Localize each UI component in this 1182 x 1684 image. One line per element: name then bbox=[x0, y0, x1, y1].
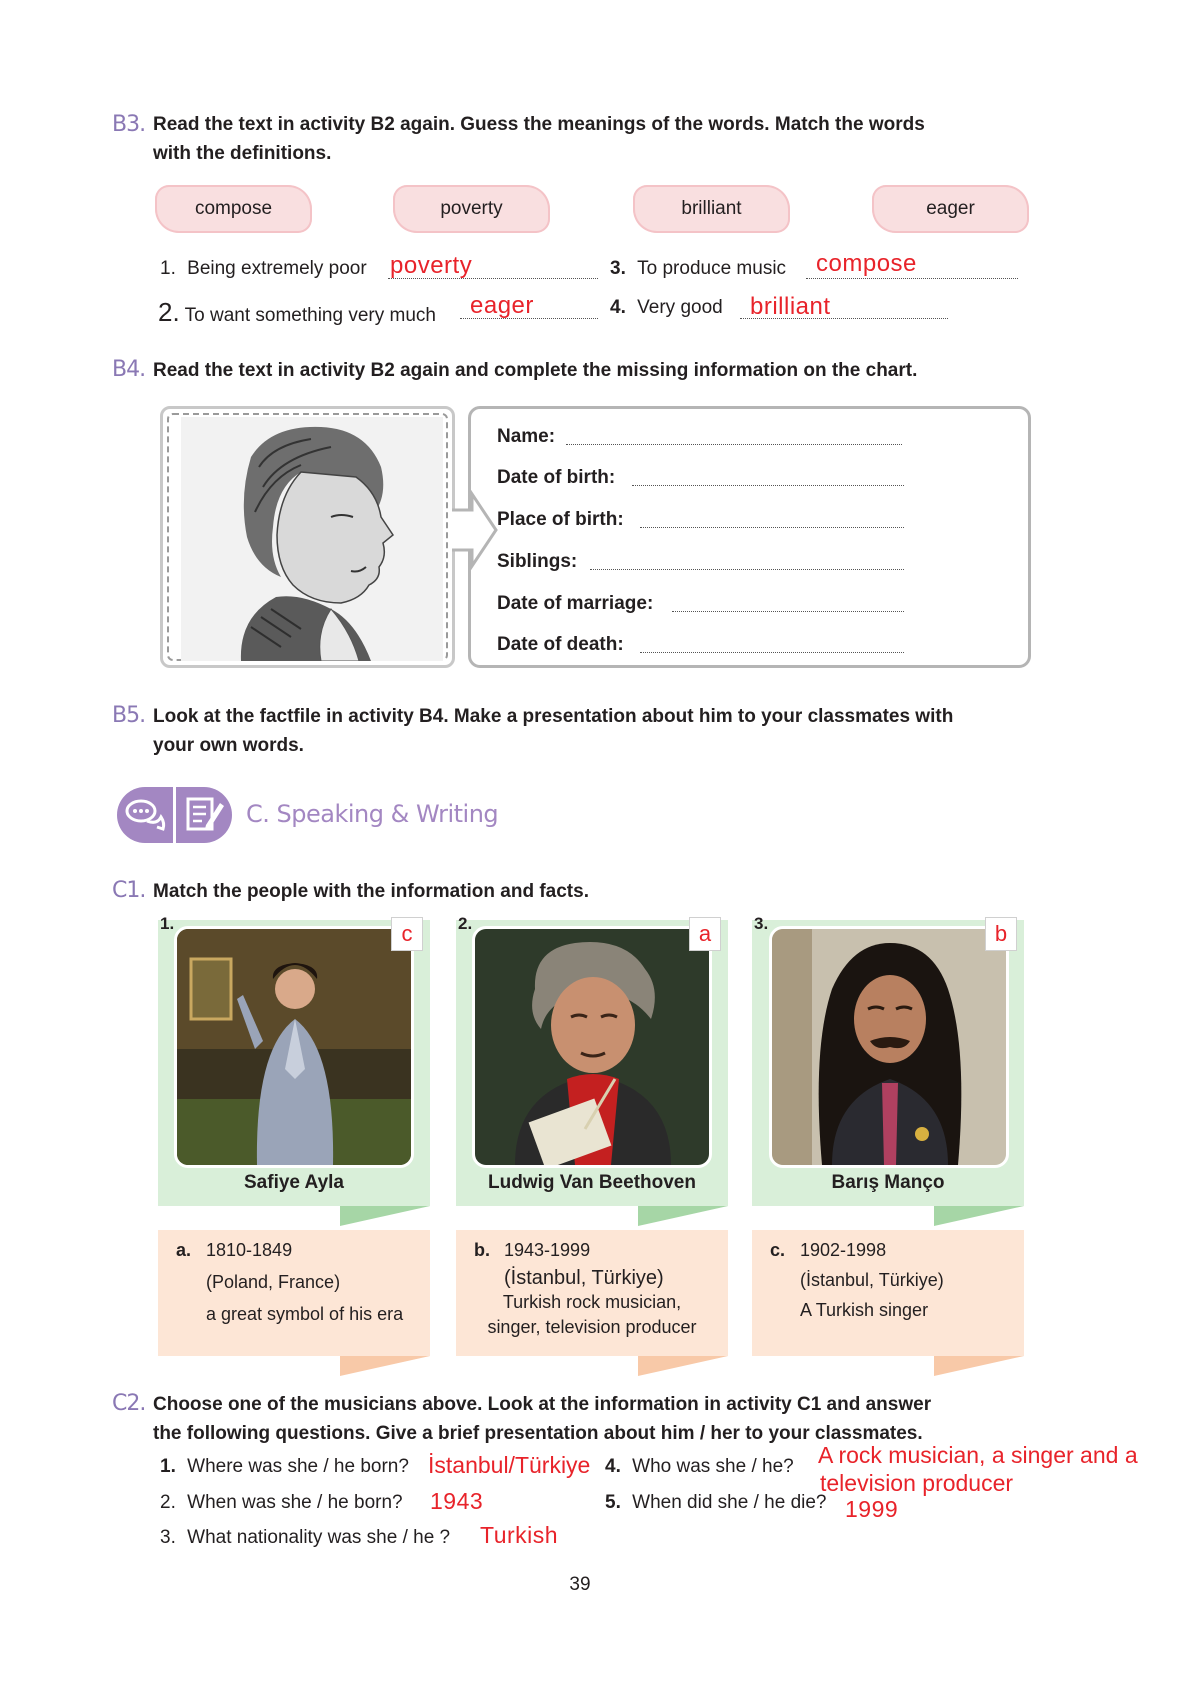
fact-a-dates: 1810-1849 bbox=[206, 1240, 293, 1260]
question-2-text: When was she / he born? bbox=[187, 1492, 403, 1513]
fact-c-place: (İstanbul, Türkiye) bbox=[800, 1270, 944, 1290]
definition-2-number: 2. bbox=[158, 297, 180, 327]
page-number: 39 bbox=[569, 1574, 591, 1595]
field-date-of-marriage: Date of marriage: bbox=[497, 593, 654, 614]
question-4-number: 4. bbox=[605, 1456, 621, 1477]
fact-box-b bbox=[456, 1230, 728, 1356]
field-date-of-death: Date of death: bbox=[497, 634, 624, 655]
person-1-name: Safiye Ayla bbox=[244, 1172, 344, 1193]
c1-number: C1. bbox=[112, 878, 146, 903]
question-2-answer[interactable]: 1943 bbox=[430, 1488, 484, 1514]
question-4-text: Who was she / he? bbox=[632, 1456, 794, 1477]
b4-number: B4. bbox=[112, 357, 146, 382]
answer-3[interactable]: compose bbox=[816, 250, 917, 277]
word-box-brilliant: brilliant bbox=[633, 185, 790, 233]
question-5-answer[interactable]: 1999 bbox=[845, 1496, 899, 1522]
field-name: Name: bbox=[497, 426, 556, 447]
b5-instruction-line1: Look at the factfile in activity B4. Make a presentation about him to your classmates with bbox=[153, 706, 954, 727]
question-1-answer[interactable]: İstanbul/Türkiye bbox=[428, 1452, 591, 1478]
mozart-portrait-engraving bbox=[181, 417, 443, 661]
question-5-number: 5. bbox=[605, 1492, 621, 1513]
field-place-of-birth: Place of birth: bbox=[497, 509, 624, 530]
question-1-number: 1. bbox=[160, 1456, 176, 1477]
question-3-text: What nationality was she / he ? bbox=[187, 1527, 451, 1548]
question-4 bbox=[605, 1456, 794, 1478]
field-place-of-birth-line[interactable] bbox=[640, 527, 904, 528]
b5-instruction-line2: your own words. bbox=[153, 735, 304, 756]
fact-box-a-ribbon bbox=[340, 1356, 430, 1376]
b5-number: B5. bbox=[112, 703, 146, 728]
fact-a-place: (Poland, France) bbox=[206, 1272, 341, 1292]
fact-c-letter: c. bbox=[770, 1240, 786, 1260]
question-4-answer-line1[interactable]: A rock musician, a singer and a bbox=[818, 1442, 1138, 1468]
definition-1-number: 1. bbox=[160, 258, 176, 279]
question-3-number: 3. bbox=[160, 1527, 176, 1548]
fact-b-description-1: Turkish rock musician, bbox=[502, 1292, 682, 1312]
definition-3-text: To produce music bbox=[637, 258, 787, 279]
fact-b-description-2: singer, television producer bbox=[487, 1317, 697, 1337]
definition-2 bbox=[158, 297, 436, 328]
question-3 bbox=[160, 1527, 450, 1549]
b4-instruction: Read the text in activity B2 again and complete the missing information on the chart. bbox=[153, 360, 918, 381]
word-box-eager: eager bbox=[872, 185, 1029, 233]
card-2-ribbon bbox=[638, 1206, 728, 1226]
section-c-title: C. Speaking & Writing bbox=[246, 800, 499, 828]
field-name-line[interactable] bbox=[566, 444, 902, 445]
fact-b-place: (İstanbul, Türkiye) bbox=[504, 1267, 664, 1289]
b3-number: B3. bbox=[112, 112, 146, 137]
field-date-of-birth-line[interactable] bbox=[632, 485, 904, 486]
question-4-answer-line2[interactable]: television producer bbox=[820, 1470, 1014, 1496]
person-3-name: Barış Manço bbox=[831, 1172, 945, 1193]
field-date-of-marriage-line[interactable] bbox=[672, 611, 904, 612]
answer-1[interactable]: poverty bbox=[390, 252, 473, 279]
c2-instruction-line2: the following questions. Give a brief presentation about him / her to your classmates. bbox=[153, 1423, 923, 1444]
field-siblings-line[interactable] bbox=[590, 569, 904, 570]
fact-c-description: A Turkish singer bbox=[800, 1300, 929, 1320]
field-date-of-death-line[interactable] bbox=[640, 652, 904, 653]
answer-line-3 bbox=[806, 278, 1018, 279]
fact-box-b-ribbon bbox=[638, 1356, 728, 1376]
definition-1-text: Being extremely poor bbox=[187, 258, 367, 279]
person-2-name: Ludwig Van Beethoven bbox=[488, 1172, 696, 1193]
fact-box-a bbox=[158, 1230, 430, 1356]
field-date-of-birth: Date of birth: bbox=[497, 467, 616, 488]
fact-c-dates: 1902-1998 bbox=[800, 1240, 887, 1260]
definition-2-text: To want something very much bbox=[184, 305, 436, 326]
photo-beethoven bbox=[472, 926, 712, 1168]
question-3-answer[interactable]: Turkish bbox=[480, 1522, 559, 1548]
person-2-number: 2. bbox=[458, 914, 473, 933]
answer-4[interactable]: brilliant bbox=[750, 293, 831, 320]
word-box-compose: compose bbox=[155, 185, 312, 233]
field-siblings: Siblings: bbox=[497, 551, 578, 572]
question-1-text: Where was she / he born? bbox=[187, 1456, 409, 1477]
definition-1 bbox=[160, 258, 367, 280]
card-3-ribbon bbox=[934, 1206, 1024, 1226]
person-1-answer-box[interactable]: c bbox=[391, 917, 423, 951]
person-1-number: 1. bbox=[160, 914, 175, 933]
definition-4-text: Very good bbox=[637, 297, 723, 318]
answer-2[interactable]: eager bbox=[470, 292, 534, 319]
fact-box-c bbox=[752, 1230, 1024, 1356]
definition-4 bbox=[610, 297, 723, 319]
writing-notepad-icon bbox=[176, 787, 232, 843]
person-3-answer-box[interactable]: b bbox=[985, 917, 1017, 951]
c2-instruction-line1: Choose one of the musicians above. Look at the information in activity C1 and answer bbox=[153, 1394, 932, 1415]
c1-instruction: Match the people with the information and facts. bbox=[153, 881, 589, 902]
fact-a-letter: a. bbox=[176, 1240, 192, 1260]
b3-instruction-line2: with the definitions. bbox=[153, 143, 332, 164]
photo-safiye-ayla bbox=[174, 926, 414, 1168]
portrait-frame bbox=[160, 406, 455, 668]
fact-a-description: a great symbol of his era bbox=[206, 1304, 404, 1324]
card-1-ribbon bbox=[340, 1206, 430, 1226]
question-2-number: 2. bbox=[160, 1492, 176, 1513]
definition-4-number: 4. bbox=[610, 297, 626, 318]
question-2 bbox=[160, 1492, 403, 1514]
question-5 bbox=[605, 1492, 827, 1514]
question-1 bbox=[160, 1456, 409, 1478]
arrow-right-icon bbox=[450, 490, 500, 570]
b3-instruction-line1: Read the text in activity B2 again. Guess the meanings of the words. Match the words bbox=[153, 114, 925, 135]
definition-3-number: 3. bbox=[610, 258, 626, 279]
person-2-answer-box[interactable]: a bbox=[689, 917, 721, 951]
fact-b-letter: b. bbox=[474, 1240, 490, 1260]
definition-3 bbox=[610, 258, 786, 280]
word-box-poverty: poverty bbox=[393, 185, 550, 233]
person-3-number: 3. bbox=[754, 914, 769, 933]
fact-box-c-ribbon bbox=[934, 1356, 1024, 1376]
c2-number: C2. bbox=[112, 1391, 146, 1416]
photo-baris-manco bbox=[769, 926, 1009, 1168]
question-5-text: When did she / he die? bbox=[632, 1492, 827, 1513]
fact-b-dates: 1943-1999 bbox=[504, 1240, 591, 1260]
speech-bubbles-icon bbox=[117, 787, 173, 843]
